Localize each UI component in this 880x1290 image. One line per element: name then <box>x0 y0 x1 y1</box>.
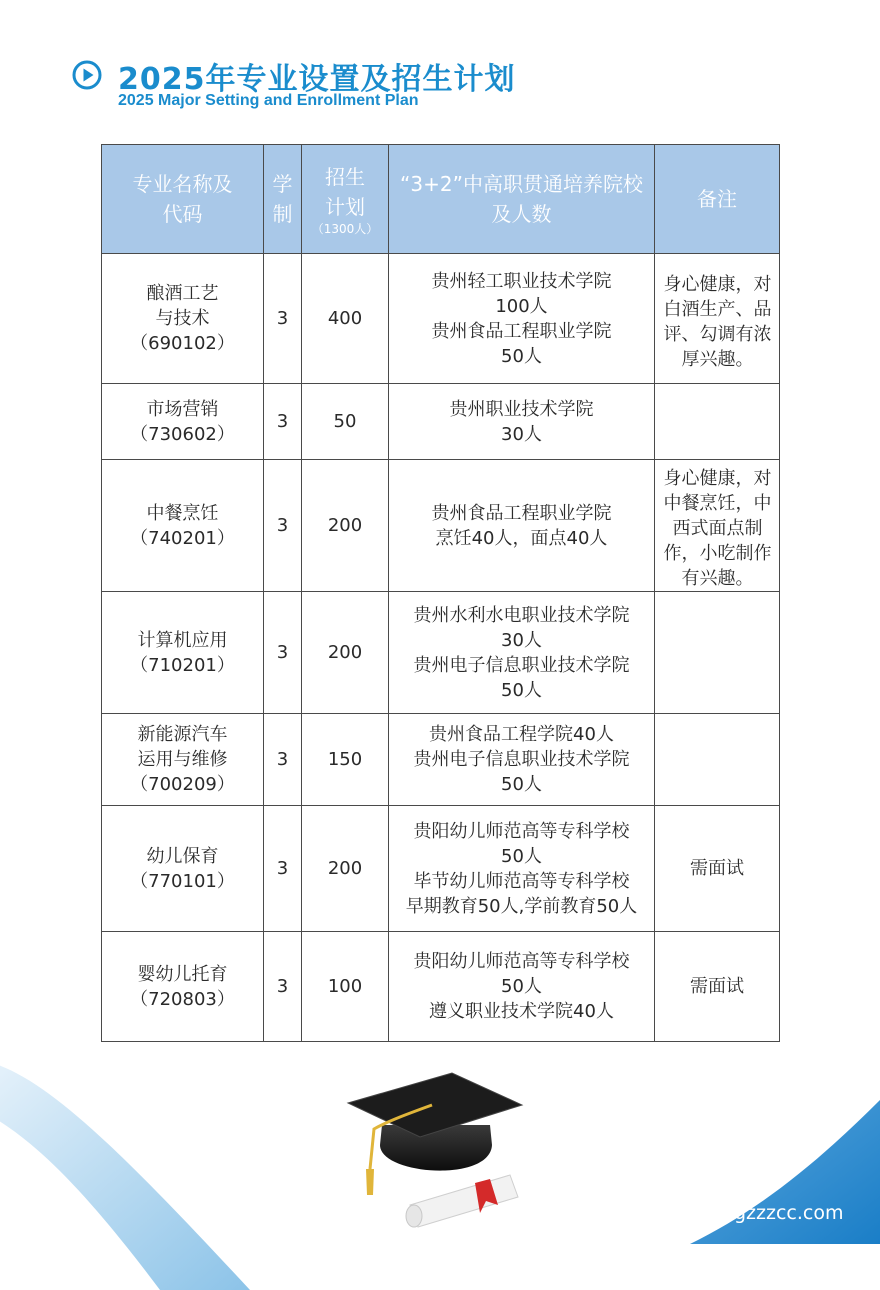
header-plan <box>302 145 389 254</box>
major-code: （710201） <box>130 654 235 676</box>
major-cell <box>102 806 264 932</box>
table-row <box>102 592 780 714</box>
major-code: （700209） <box>130 774 235 795</box>
play-circle-icon <box>72 60 102 90</box>
school-line: 遵义职业技术学院40人 <box>429 1001 614 1022</box>
school-cell <box>389 384 655 460</box>
table-header-row <box>102 145 780 254</box>
major-code: （730602） <box>130 423 235 445</box>
school-line: 贵州食品工程职业学院 <box>431 320 612 342</box>
remark-cell <box>655 714 780 806</box>
school-line: 50人 <box>501 774 542 795</box>
school-line: 毕节幼儿师范高等专科学校 <box>413 870 630 892</box>
page-subtitle: 2025 Major Setting and Enrollment Plan <box>118 92 419 109</box>
decorative-swoosh-left <box>0 1060 250 1290</box>
years-cell: 3 <box>264 460 302 592</box>
school-cell <box>389 932 655 1042</box>
major-name-line: 运用与维修 <box>137 749 228 770</box>
major-cell <box>102 592 264 714</box>
school-cell <box>389 592 655 714</box>
plan-cell: 400 <box>302 254 389 384</box>
major-cell <box>102 460 264 592</box>
school-cell <box>389 714 655 806</box>
header-plan-label: 招生计划 <box>325 165 365 219</box>
school-line: 50人 <box>501 345 542 367</box>
remark-cell: 需面试 <box>655 806 780 932</box>
years-cell: 3 <box>264 384 302 460</box>
school-line: 贵州轻工职业技术学院 <box>431 270 612 292</box>
years-cell: 3 <box>264 254 302 384</box>
school-line: 50人 <box>501 976 542 997</box>
table-row <box>102 384 780 460</box>
watermark-text: 贵州中职查查gzzzcc.com <box>620 1202 844 1224</box>
major-name-line: 市场营销 <box>146 398 219 420</box>
major-cell <box>102 254 264 384</box>
header-years <box>264 145 302 254</box>
school-line: 早期教育50人,学前教育50人 <box>405 895 638 917</box>
school-line: 30人 <box>501 423 542 445</box>
header-major <box>102 145 264 254</box>
school-line: 贵州电子信息职业技术学院 <box>413 654 630 676</box>
school-line: 100人 <box>495 295 548 317</box>
school-line: 50人 <box>501 845 542 867</box>
table-row <box>102 460 780 592</box>
graduation-cap-icon <box>340 1065 540 1245</box>
plan-cell: 200 <box>302 460 389 592</box>
major-cell <box>102 384 264 460</box>
major-name-line: 酿酒工艺 <box>146 283 219 304</box>
remark-cell: 需面试 <box>655 932 780 1042</box>
school-cell <box>389 254 655 384</box>
major-name-line: 幼儿保育 <box>146 845 219 867</box>
major-name-line: 新能源汽车 <box>137 724 228 745</box>
major-name-line: 与技术 <box>155 308 210 329</box>
school-line: 30人 <box>501 629 542 651</box>
plan-cell: 200 <box>302 592 389 714</box>
years-cell: 3 <box>264 806 302 932</box>
remark-cell <box>655 384 780 460</box>
header-major-label: 专业名称及代码 <box>132 172 233 226</box>
years-cell: 3 <box>264 714 302 806</box>
major-code: （720803） <box>130 988 235 1010</box>
school-line: 贵州食品工程学院40人 <box>429 724 614 745</box>
school-line: 贵州职业技术学院 <box>449 398 594 420</box>
table-row <box>102 714 780 806</box>
header-school <box>389 145 655 254</box>
remark-cell: 身心健康，对白酒生产、品评、勾调有浓厚兴趣。 <box>655 254 780 384</box>
plan-cell: 150 <box>302 714 389 806</box>
school-line: 贵州食品工程职业学院 <box>431 502 612 524</box>
major-code: （690102） <box>130 333 235 354</box>
table-row <box>102 932 780 1042</box>
diploma-scroll <box>406 1175 518 1227</box>
major-name-line: 计算机应用 <box>137 629 228 651</box>
school-cell <box>389 806 655 932</box>
header-plan-sub: （1300人） <box>311 222 379 236</box>
plan-cell: 200 <box>302 806 389 932</box>
major-code: （740201） <box>130 527 235 549</box>
plan-cell: 100 <box>302 932 389 1042</box>
header-remark <box>655 145 780 254</box>
years-cell: 3 <box>264 592 302 714</box>
major-name-line: 中餐烹饪 <box>146 502 219 524</box>
major-cell <box>102 932 264 1042</box>
remark-cell: 身心健康，对中餐烹饪，中西式面点制作，小吃制作有兴趣。 <box>655 460 780 592</box>
major-cell <box>102 714 264 806</box>
table-row <box>102 806 780 932</box>
major-code: （770101） <box>130 870 235 892</box>
table-row <box>102 254 780 384</box>
header-remark-label: 备注 <box>697 187 737 211</box>
school-cell <box>389 460 655 592</box>
school-line: 贵州水利水电职业技术学院 <box>413 604 630 626</box>
header-school-label: “3+2”中高职贯通培养院校及人数 <box>400 172 643 226</box>
school-line: 50人 <box>501 679 542 701</box>
major-name-line: 婴幼儿托育 <box>137 963 228 985</box>
school-line: 贵阳幼儿师范高等专科学校 <box>413 820 630 842</box>
remark-cell <box>655 592 780 714</box>
school-line: 贵阳幼儿师范高等专科学校 <box>413 951 630 972</box>
plan-cell: 50 <box>302 384 389 460</box>
school-line: 烹饪40人，面点40人 <box>435 527 608 549</box>
header-years-label: 学制 <box>272 172 293 226</box>
enrollment-table <box>101 144 780 1042</box>
school-line: 贵州电子信息职业技术学院 <box>413 749 630 770</box>
page-title: 2025年专业设置及招生计划 <box>118 62 516 97</box>
years-cell: 3 <box>264 932 302 1042</box>
